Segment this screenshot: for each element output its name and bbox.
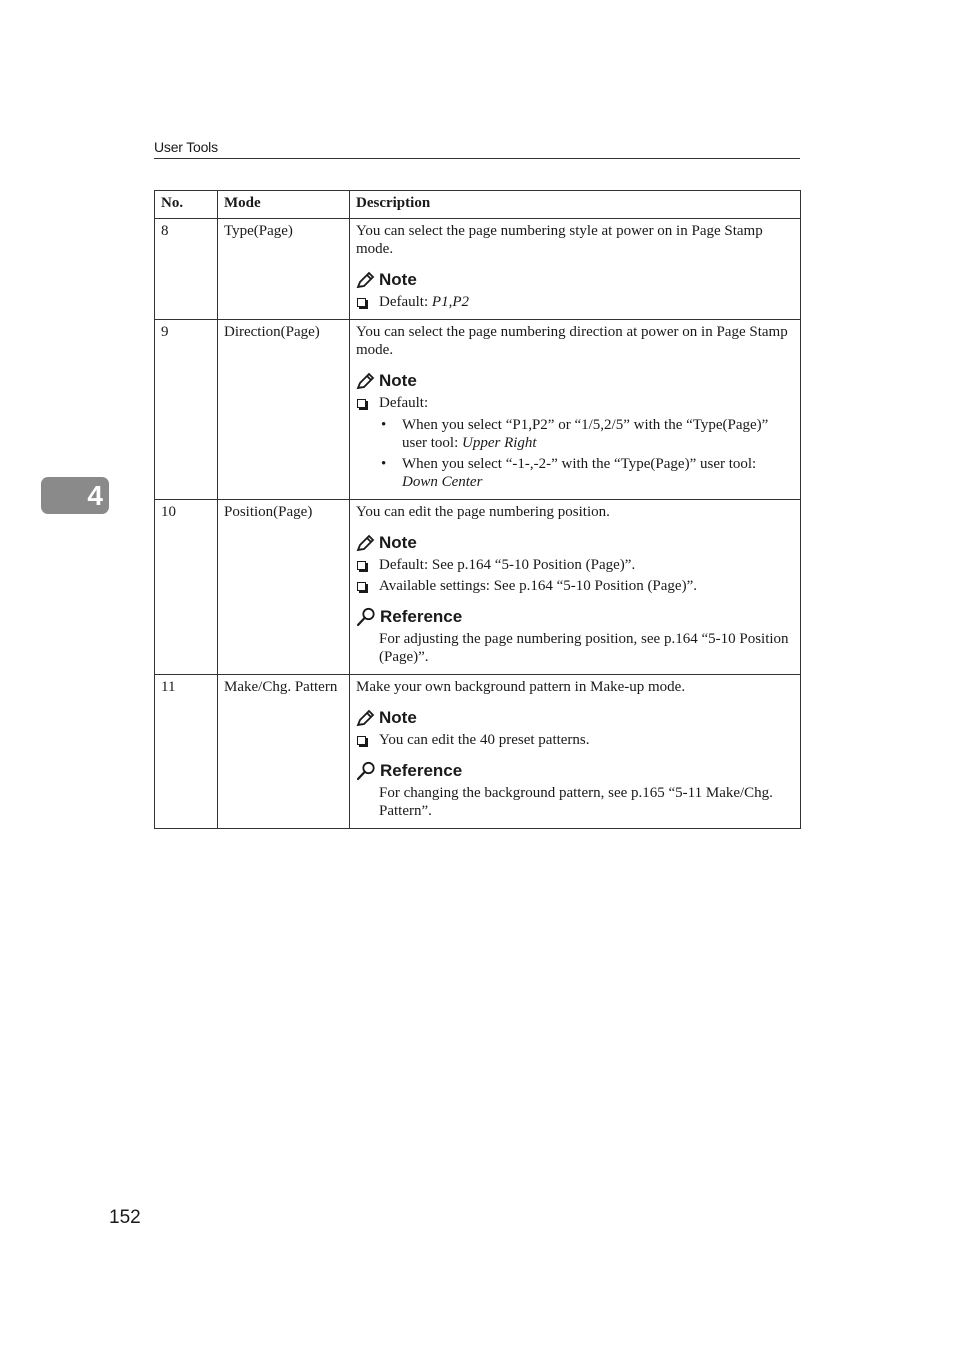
- reference-text: For adjusting the page numbering position, see p.164 “5-10 Position (Page)”.: [379, 631, 789, 665]
- reference-label: Reference: [380, 761, 463, 780]
- note-item-text: Default:: [379, 294, 432, 310]
- row-mode: Direction(Page): [218, 320, 350, 500]
- note-label: Note: [379, 533, 417, 552]
- pencil-note-icon: [356, 709, 375, 727]
- default-options-list: [356, 416, 794, 491]
- row-description: [350, 675, 801, 829]
- list-item: [402, 416, 794, 452]
- row-number: 8: [155, 219, 218, 320]
- magnifier-reference-icon: [356, 607, 376, 627]
- page-number: 152: [109, 1207, 141, 1228]
- note-item: [356, 293, 794, 311]
- note-heading: [356, 371, 794, 391]
- note-item: [356, 731, 794, 749]
- table-row: [155, 219, 801, 320]
- column-header-description: Description: [350, 191, 801, 219]
- checkbox-bullet-icon: [357, 298, 366, 307]
- description-text: Make your own background pattern in Make-up mode.: [356, 679, 686, 695]
- reference-heading: [356, 761, 794, 781]
- note-item-text: Default: See p.164 “5-10 Position (Page)”.: [379, 557, 636, 573]
- list-item: [402, 455, 794, 491]
- checkbox-bullet-icon: [357, 736, 366, 745]
- magnifier-reference-icon: [356, 761, 376, 781]
- pencil-note-icon: [356, 372, 375, 390]
- table-row: [155, 500, 801, 675]
- note-heading: [356, 270, 794, 290]
- checkbox-bullet-icon: [357, 582, 366, 591]
- reference-heading: [356, 607, 794, 627]
- note-label: Note: [379, 708, 417, 727]
- note-item-text: Default:: [379, 395, 429, 411]
- note-item-text: Available settings: See p.164 “5-10 Position (Page)”.: [379, 578, 697, 594]
- row-number: 11: [155, 675, 218, 829]
- checkbox-bullet-icon: [357, 399, 366, 408]
- table-row: [155, 675, 801, 829]
- row-description: [350, 219, 801, 320]
- note-item: [356, 556, 794, 574]
- list-item-text: When you select “-1-,-2-” with the “Type(Page)” user tool:: [402, 456, 757, 472]
- note-item: [356, 577, 794, 595]
- reference-label: Reference: [380, 607, 463, 626]
- description-text: You can edit the page numbering position.: [356, 504, 610, 520]
- note-heading: [356, 708, 794, 728]
- table-row: [155, 320, 801, 500]
- list-item-value: Upper Right: [462, 435, 537, 451]
- settings-table: [154, 190, 801, 829]
- pencil-note-icon: [356, 271, 375, 289]
- note-label: Note: [379, 371, 417, 390]
- row-mode: Position(Page): [218, 500, 350, 675]
- note-item: [356, 394, 794, 412]
- column-header-no: No.: [155, 191, 218, 219]
- pencil-note-icon: [356, 534, 375, 552]
- row-mode: Type(Page): [218, 219, 350, 320]
- chapter-tab: 4: [41, 477, 109, 514]
- running-header: User Tools: [154, 138, 800, 159]
- table-header-row: [155, 191, 801, 219]
- note-item-value: P1,P2: [431, 294, 469, 310]
- description-text: You can select the page numbering style at power on in Page Stamp mode.: [356, 223, 763, 257]
- checkbox-bullet-icon: [357, 561, 366, 570]
- list-item-text: When you select “P1,P2” or “1/5,2/5” with the “Type(Page)” user tool:: [402, 417, 769, 451]
- note-item-text: You can edit the 40 preset patterns.: [379, 732, 590, 748]
- row-description: [350, 320, 801, 500]
- reference-text: For changing the background pattern, see p.165 “5-11 Make/Chg. Pattern”.: [379, 785, 773, 819]
- row-description: [350, 500, 801, 675]
- row-mode: Make/Chg. Pattern: [218, 675, 350, 829]
- list-item-value: Down Center: [402, 474, 483, 490]
- note-label: Note: [379, 270, 417, 289]
- note-heading: [356, 533, 794, 553]
- row-number: 9: [155, 320, 218, 500]
- row-number: 10: [155, 500, 218, 675]
- description-text: You can select the page numbering direction at power on in Page Stamp mode.: [356, 324, 788, 358]
- column-header-mode: Mode: [218, 191, 350, 219]
